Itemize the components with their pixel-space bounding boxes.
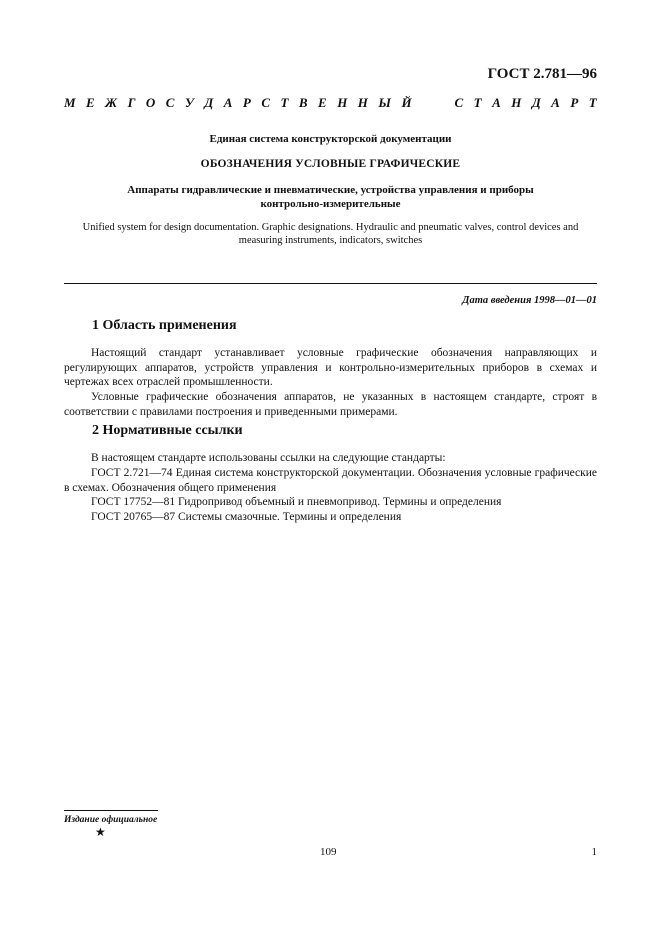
references-intro: В настоящем стандарте использованы ссылки на следующие стандарты:	[91, 452, 446, 464]
banner-letter: Т	[588, 95, 597, 110]
date-of-introduction: Дата введения 1998—01—01	[462, 295, 597, 306]
banner-letter: С	[165, 95, 175, 110]
banner-letter: Н	[511, 95, 522, 110]
scope-paragraph-2: Условные графические обозначения аппаратов, не указанных в настоящем стандарте, строят в соответствии с правилами построения и приведенными примерами.	[64, 391, 597, 418]
reference-item: ГОСТ 2.721—74 Единая система конструкторской документации. Обозначения условные графические в схемах. Обозначения общего применения	[64, 467, 597, 494]
reference-item: ГОСТ 20765—87 Системы смазочные. Термины и определения	[91, 511, 402, 523]
english-title: Unified system for design documentation. Graphic designations. Hydraulic and pneumatic valves, control devices and measuring instruments, indicators, switches	[82, 222, 579, 246]
scope-paragraph-1: Настоящий стандарт устанавливает условные графические обозначения направляющих и регулирующих аппаратов, устройств управления и контрольно-измерительных приборов в схемах и чертежах всех отраслей промышленности.	[64, 347, 597, 388]
banner-letter: Р	[570, 95, 579, 110]
banner-letter: О	[145, 95, 156, 110]
title-divider	[64, 283, 597, 284]
main-title: ОБОЗНАЧЕНИЯ УСЛОВНЫЕ ГРАФИЧЕСКИЕ	[200, 158, 461, 170]
banner-letter: Ы	[378, 95, 391, 110]
interstate-standard-banner	[64, 95, 597, 111]
system-title: Единая система конструкторской документации	[209, 133, 452, 145]
reference-item: ГОСТ 17752—81 Гидропривод объемный и пневмопривод. Термины и определения	[91, 496, 502, 508]
banner-letter: Р	[242, 95, 251, 110]
footer-divider	[64, 810, 158, 811]
sub-title: Аппараты гидравлические и пневматические, устройства управления и приборы контрольно-измерительные	[127, 184, 534, 210]
standard-code: ГОСТ 2.781—96	[487, 66, 597, 82]
banner-letter: Ж	[105, 95, 118, 110]
page-number: 109	[320, 846, 337, 858]
banner-letter: А	[492, 95, 501, 110]
banner-letter: Д	[204, 95, 214, 110]
banner-gap	[422, 95, 444, 111]
section-heading-references: 2 Нормативные ссылки	[92, 423, 243, 438]
banner-letter: С	[261, 95, 271, 110]
banner-letter: Е	[318, 95, 327, 110]
banner-letter: У	[184, 95, 194, 110]
banner-letter: Т	[280, 95, 289, 110]
banner-letter: Е	[86, 95, 95, 110]
banner-letter: Й	[401, 95, 412, 110]
sheet-number: 1	[591, 846, 597, 858]
banner-letter: Н	[357, 95, 368, 110]
banner-letter: А	[551, 95, 560, 110]
banner-letter: А	[223, 95, 233, 110]
banner-letter: С	[454, 95, 464, 110]
banner-letter: Д	[531, 95, 541, 110]
banner-letter: В	[298, 95, 308, 110]
banner-letter: Т	[473, 95, 482, 110]
official-edition-label: Издание официальное	[64, 815, 158, 825]
banner-letter: Г	[127, 95, 136, 110]
banner-letter: Н	[337, 95, 348, 110]
star-icon: ★	[95, 825, 106, 839]
section-heading-scope: 1 Область применения	[92, 318, 237, 333]
banner-letter: М	[64, 95, 76, 110]
